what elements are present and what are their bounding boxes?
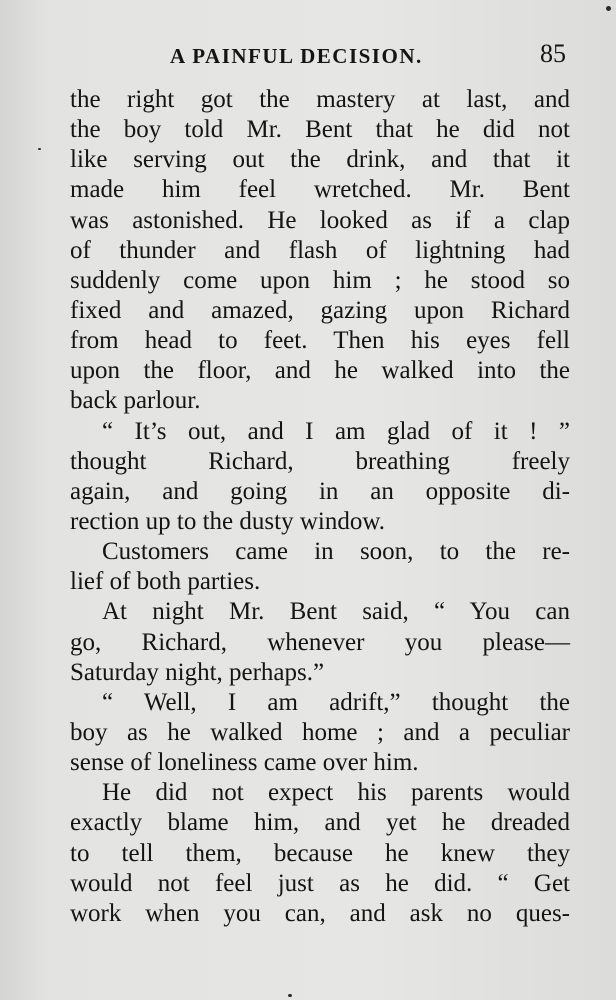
text-line: work when you can, and ask no ques- [70, 899, 570, 927]
text-line: Saturday night, perhaps.” [70, 658, 325, 686]
text-line: would not feel just as he did. “ Get [70, 869, 570, 897]
body-text [70, 85, 570, 929]
page-number: 85 [540, 39, 566, 68]
text-line: again, and going in an opposite di- [70, 477, 570, 505]
text-line: At night Mr. Bent said, “ You can [102, 598, 570, 626]
text-line: fixed and amazed, gazing upon Richard [70, 296, 570, 324]
text-line: of thunder and flash of lightning had [70, 236, 570, 264]
text-line: exactly blame him, and yet he dreaded [70, 809, 570, 837]
text-line: the boy told Mr. Bent that he did not [70, 116, 570, 144]
text-line: from head to feet. Then his eyes fell [70, 327, 570, 355]
text-line: “ It’s out, and I am glad of it ! ” [102, 417, 570, 445]
running-title: A PAINFUL DECISION. [170, 44, 423, 68]
text-line: was astonished. He looked as if a clap [70, 206, 570, 234]
ink-speck [606, 6, 611, 11]
text-line: lief of both parties. [70, 568, 261, 596]
text-line: suddenly come upon him ; he stood so [70, 266, 570, 294]
page-header [0, 36, 616, 70]
text-line: “ Well, I am adrift,” thought the [102, 688, 570, 716]
text-line: back parlour. [70, 387, 201, 415]
ink-speck [288, 994, 292, 997]
text-line: rection up to the dusty window. [70, 507, 386, 535]
text-line: go, Richard, whenever you please— [70, 628, 570, 656]
text-line: thought Richard, breathing freely [70, 447, 570, 475]
text-line: He did not expect his parents would [102, 779, 570, 807]
text-line: sense of loneliness came over him. [70, 749, 419, 777]
text-line: boy as he walked home ; and a peculiar [70, 718, 570, 746]
text-line: the right got the mastery at last, and [70, 86, 570, 113]
ink-speck [38, 148, 41, 150]
text-line: Customers came in soon, to the re- [102, 538, 570, 566]
text-line: upon the floor, and he walked into the [70, 357, 570, 385]
text-line: like serving out the drink, and that it [70, 146, 570, 174]
text-line: to tell them, because he knew they [70, 839, 570, 867]
text-line: made him feel wretched. Mr. Bent [70, 176, 570, 204]
